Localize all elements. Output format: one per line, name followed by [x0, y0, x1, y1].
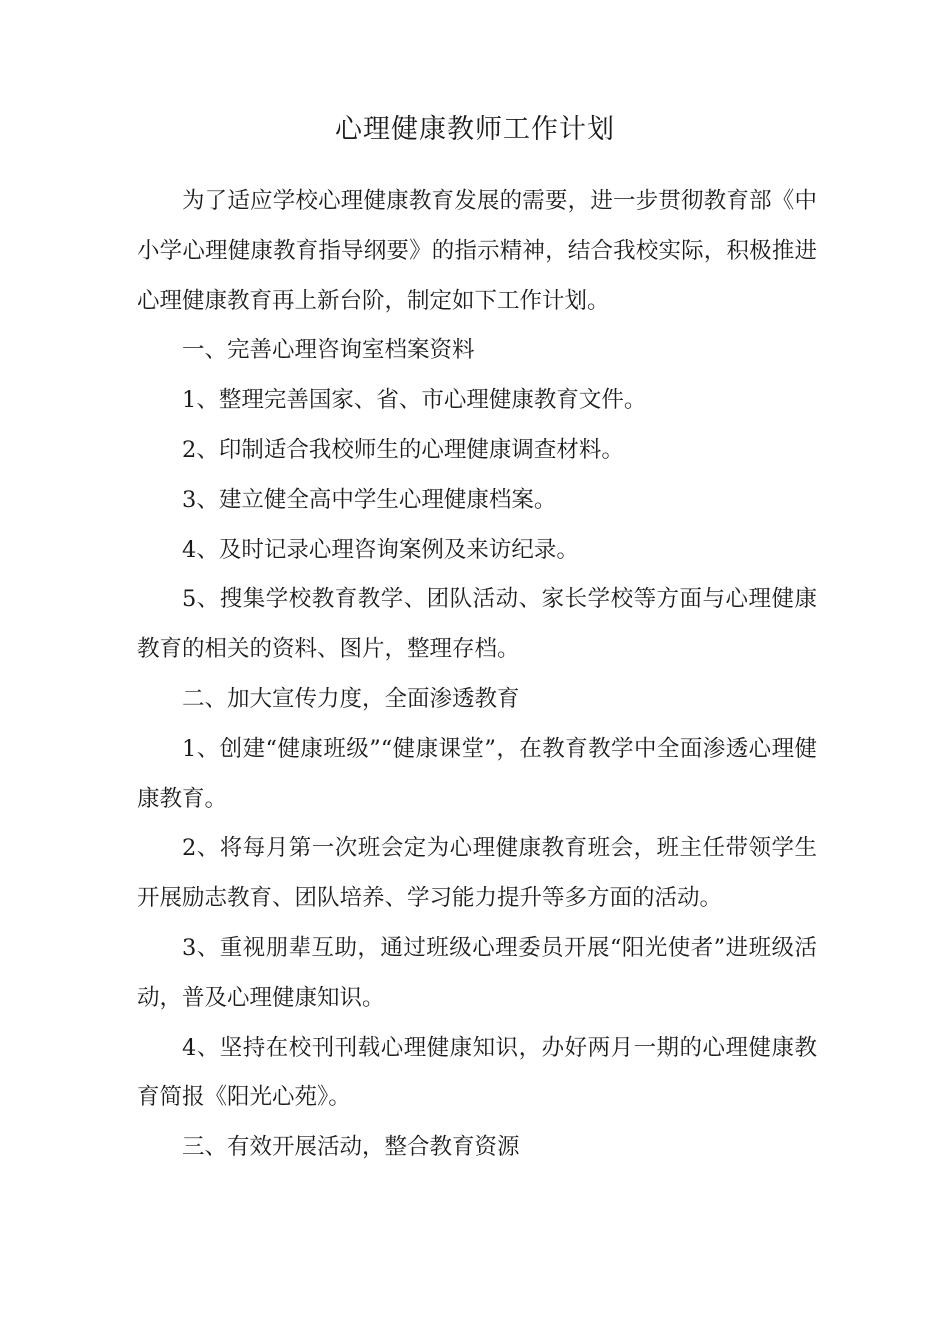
- list-item: 3、建立健全高中学生心理健康档案。: [182, 486, 557, 513]
- section-heading-2: 二、加大宣传力度，全面渗透教育: [182, 685, 520, 712]
- list-item: 4、坚持在校刊刊载心理健康知识，办好两月一期的心理健康教育简报《阳光心苑》。: [137, 1034, 817, 1111]
- list-item: 2、将每月第一次班会定为心理健康教育班会，班主任带领学生开展励志教育、团队培养、学习能力提升等多方面的活动。: [137, 835, 817, 912]
- list-item: 4、及时记录心理咨询案例及来访纪录。: [182, 536, 579, 563]
- list-item: 1、创建“健康班级”“健康课堂”，在教育教学中全面渗透心理健康教育。: [137, 735, 817, 812]
- section-heading-1: 一、完善心理咨询室档案资料: [182, 337, 475, 364]
- intro-paragraph: 为了适应学校心理健康教育发展的需要，进一步贯彻教育部《中小学心理健康教育指导纲要》的指示精神，结合我校实际，积极推进心理健康教育再上新台阶，制定如下工作计划。: [137, 188, 817, 314]
- document-body: [137, 177, 817, 1173]
- document-title: 心理健康教师工作计划: [335, 114, 615, 145]
- list-item: 1、整理完善国家、省、市心理健康教育文件。: [182, 387, 647, 414]
- list-item: 3、重视朋辈互助，通过班级心理委员开展“阳光使者”进班级活动，普及心理健康知识。: [137, 934, 817, 1011]
- list-item: 2、印制适合我校师生的心理健康调查材料。: [182, 436, 624, 463]
- list-item: 5、搜集学校教育教学、团队活动、家长学校等方面与心理健康教育的相关的资料、图片，整理存档。: [137, 586, 817, 663]
- section-heading-3: 三、有效开展活动，整合教育资源: [182, 1134, 520, 1161]
